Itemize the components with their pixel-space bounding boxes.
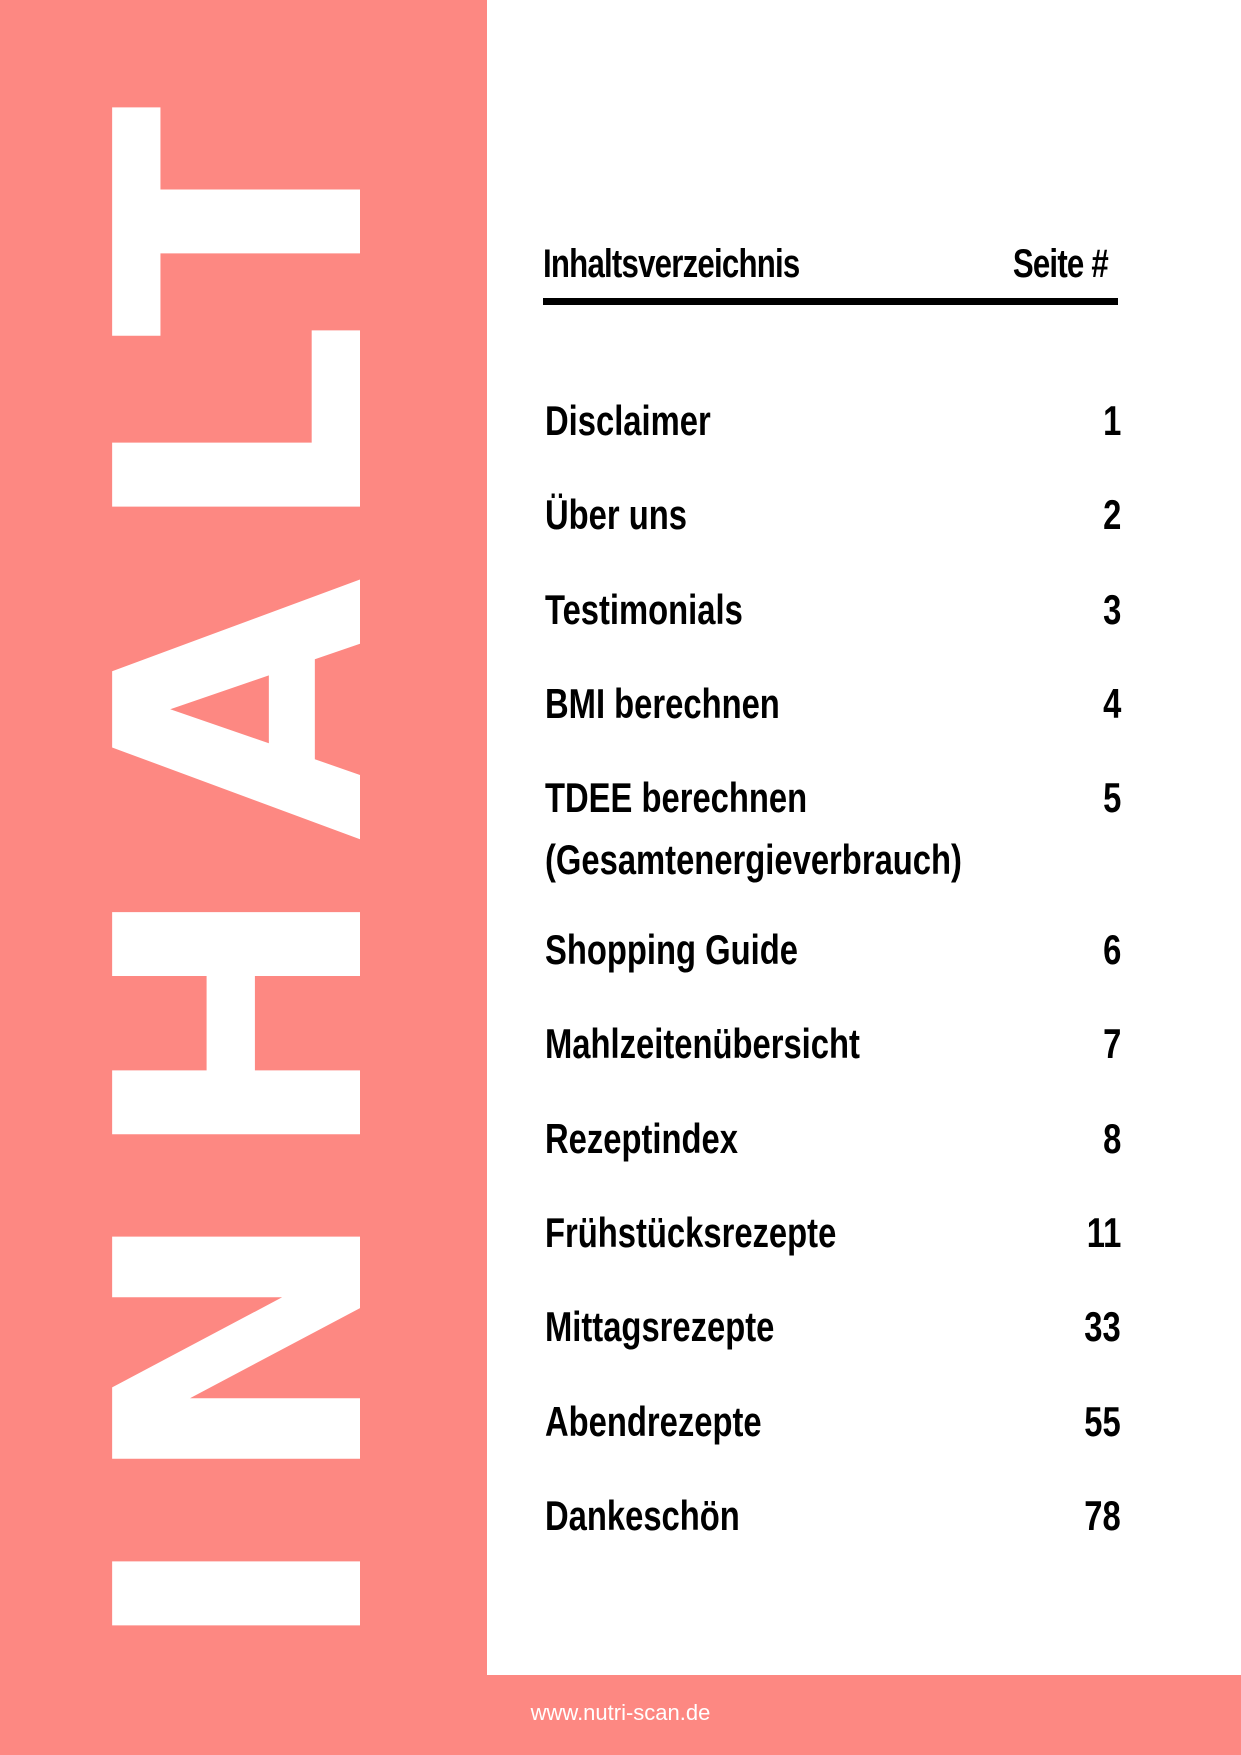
toc-entry[interactable]	[545, 673, 1121, 767]
toc-entry-page: 6	[1102, 926, 1121, 974]
toc-entry-label: Rezeptindex	[545, 1114, 738, 1162]
toc-list	[545, 390, 1121, 1579]
toc-entry-label: BMI berechnen	[545, 679, 780, 727]
toc-entry-label: Abendrezepte	[545, 1397, 762, 1445]
toc-entry-label: Über uns	[545, 491, 687, 539]
toc-entry[interactable]	[545, 1485, 1121, 1579]
vertical-title: INHALT	[45, 65, 441, 1657]
toc-entry-page: 11	[1086, 1209, 1121, 1257]
toc-header-title: Inhaltsverzeichnis	[543, 242, 800, 286]
toc-entry-label: Shopping Guide	[545, 926, 798, 974]
toc-entry[interactable]	[545, 579, 1121, 673]
toc-entry-label: Dankeschön	[545, 1491, 740, 1539]
toc-header-page-label: Seite #	[1012, 242, 1108, 286]
toc-entry-page: 4	[1102, 679, 1121, 727]
toc-entry-page: 8	[1102, 1114, 1121, 1162]
toc-entry[interactable]	[545, 1013, 1121, 1107]
toc-entry-label: Disclaimer	[545, 397, 711, 444]
toc-entry-label: Mittagsrezepte	[545, 1303, 775, 1351]
toc-header	[543, 240, 1118, 305]
toc-entry-label: Frühstücksrezepte	[545, 1209, 837, 1257]
toc-entry[interactable]	[545, 390, 1121, 484]
footer-website-link[interactable]: www.nutri-scan.de	[530, 1700, 711, 1725]
toc-entry-page: 2	[1102, 491, 1121, 539]
toc-entry-page: 5	[1102, 774, 1121, 822]
toc-entry-page: 33	[1084, 1303, 1121, 1351]
toc-entry[interactable]	[545, 1391, 1121, 1485]
toc-entry-page: 3	[1102, 585, 1121, 633]
toc-entry[interactable]	[545, 919, 1121, 1013]
toc-entry[interactable]	[545, 767, 1121, 919]
toc-entry-label: TDEE berechnen (Gesamtenergieverbrauch)	[545, 774, 962, 884]
toc-entry-label: Mahlzeitenübersicht	[545, 1020, 860, 1068]
toc-entry-page: 78	[1084, 1491, 1121, 1539]
toc-entry-page: 7	[1102, 1020, 1121, 1068]
toc-entry-label: Testimonials	[545, 585, 743, 633]
toc-entry[interactable]	[545, 1202, 1121, 1296]
toc-entry-page: 1	[1102, 397, 1121, 444]
toc-entry-page: 55	[1084, 1397, 1121, 1445]
toc-entry[interactable]	[545, 1296, 1121, 1390]
toc-entry[interactable]	[545, 1108, 1121, 1202]
toc-entry[interactable]	[545, 484, 1121, 578]
